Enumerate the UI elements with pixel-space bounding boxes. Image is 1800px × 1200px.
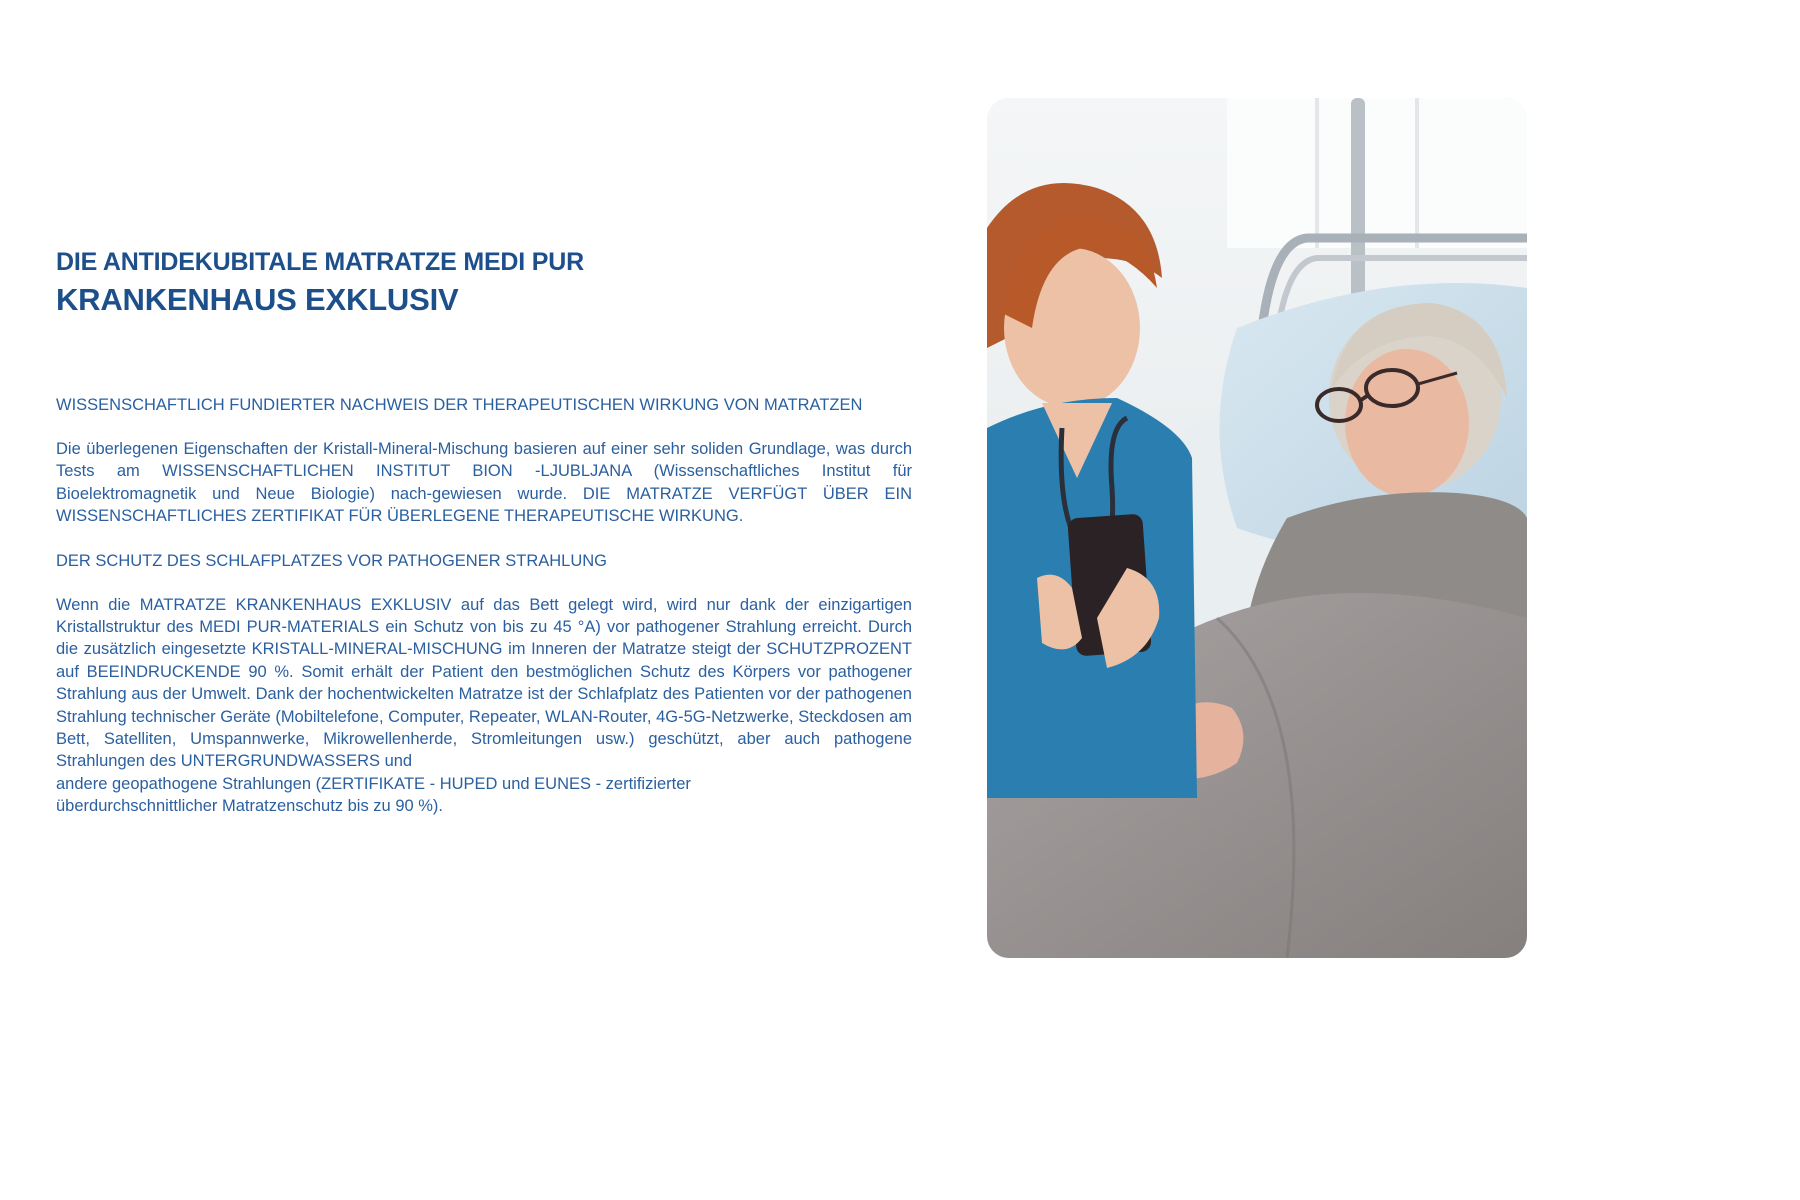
section-body-radiation-protection-tail-1: andere geopathogene Strahlungen (ZERTIFIKATE - HUPED und EUNES - zertifizierter <box>56 774 691 793</box>
section-heading-radiation-protection: DER SCHUTZ DES SCHLAFPLATZES VOR PATHOGENER STRAHLUNG <box>56 551 607 570</box>
hospital-photo-icon <box>987 98 1527 958</box>
section-heading-scientific-proof: WISSENSCHAFTLICH FUNDIERTER NACHWEIS DER THERAPEUTISCHEN WIRKUNG VON MATRATZEN <box>56 396 863 414</box>
section-body-radiation-protection <box>56 594 912 818</box>
page-title-line-1: DIE ANTIDEKUBITALE MATRATZE MEDI PUR <box>56 248 584 276</box>
section-body-radiation-protection-main: Wenn die MATRATZE KRANKENHAUS EXKLUSIV auf das Bett gelegt wird, wird nur dank der einzigartigen Kristallstruktur des MEDI PUR-MATERIALS ein Schutz von bis zu 45 °A) vor pathogener Strahlung erreicht. Durch die zusätzlich eingesetzte KRISTALL-MINERAL-MISCHUNG im Inneren der Matratze steigt der SCHUTZPROZENT auf BEEINDRUCKENDE 90 %. Somit erhält der Patient den bestmöglichen Schutz des Körpers vor pathogener Strahlung aus der Umwelt. Dank der hochentwickelten Matratze ist der Schlafplatz des Patienten vor der pathogenen Strahlung technischer Geräte (Mobiltelefone, Computer, Repeater, WLAN-Router, 4G-5G-Netzwerke, Steckdosen am Bett, Satelliten, Umspannwerke, Mikrowellenherde, Stromleitungen usw.) geschützt, aber auch pathogene Strahlungen des UNTERGRUNDWASSERS und <box>56 595 912 771</box>
hospital-photo <box>987 98 1527 958</box>
section-body-scientific-proof: Die überlegenen Eigenschaften der Kristall-Mineral-Mischung basieren auf einer sehr soliden Grundlage, was durch Tests am WISSENSCHAFTLICHEN INSTITUT BION -LJUBLJANA (Wissenschaftliches Institut für Bioelektromagnetik und Neue Biologie) nach-gewiesen wurde. DIE MATRATZE VERFÜGT ÜBER EIN WISSENSCHAFTLICHES ZERTIFIKAT FÜR ÜBERLEGENE THERAPEUTISCHE WIRKUNG. <box>56 440 912 526</box>
section-body-radiation-protection-tail-2: überdurchschnittlicher Matratzenschutz bis zu 90 %). <box>56 797 444 816</box>
content-column <box>56 246 912 818</box>
page-title-line-2: KRANKENHAUS EXKLUSIV <box>56 282 459 317</box>
